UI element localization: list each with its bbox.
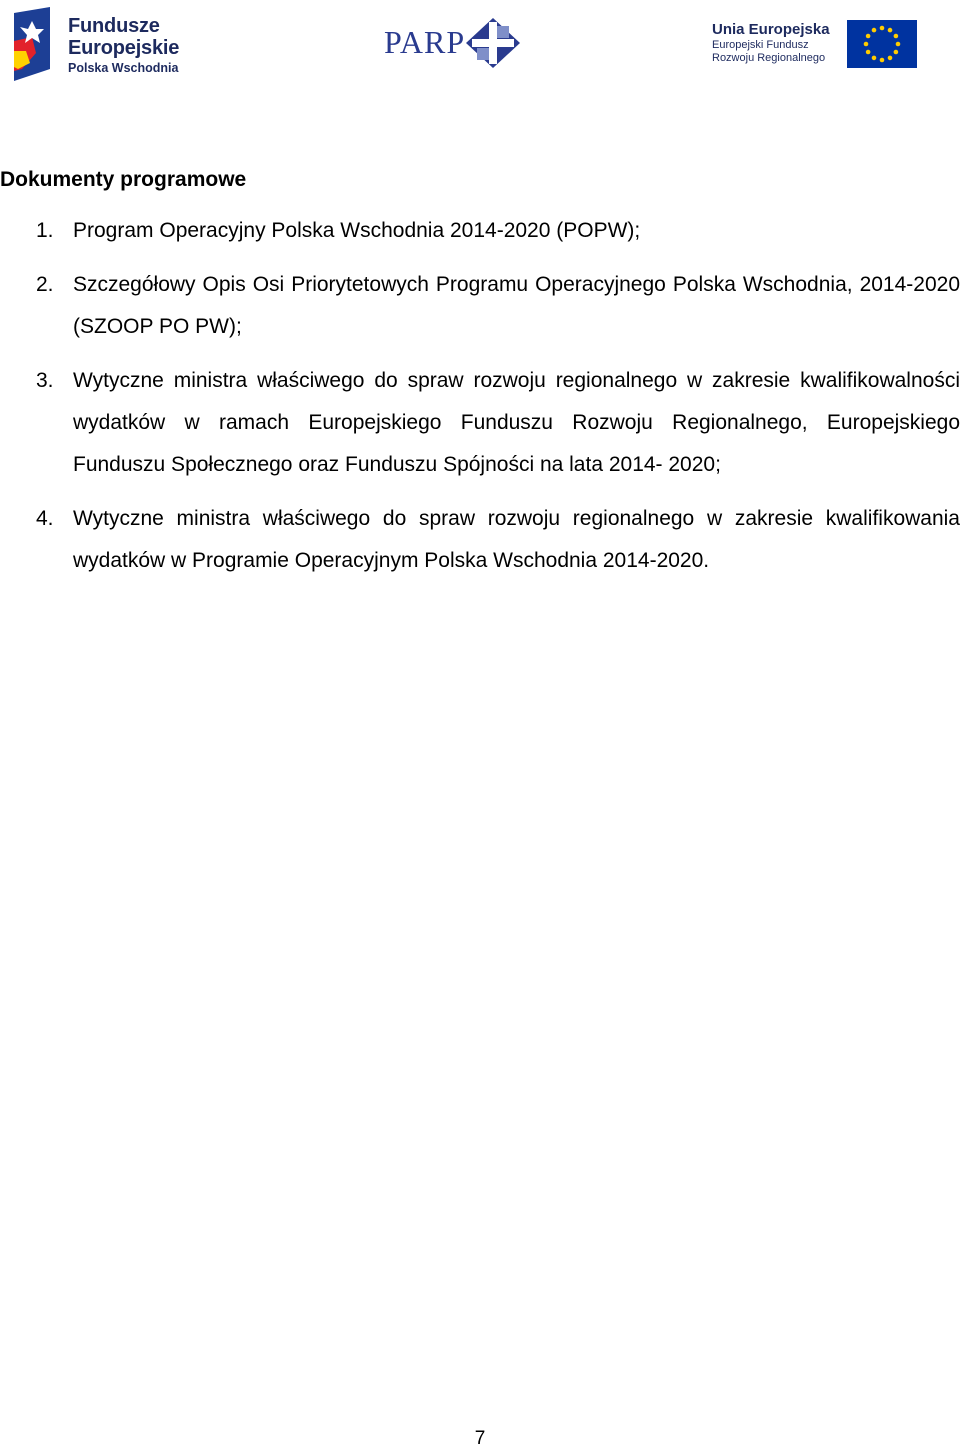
page-number: 7 bbox=[474, 1428, 486, 1449]
page-header bbox=[0, 0, 960, 90]
list-item-text: Szczegółowy Opis Osi Priorytetowych Programu Operacyjnego Polska Wschodnia, 2014-2020 (SZOOP PO PW); bbox=[73, 273, 960, 338]
fe-line2: Europejskie bbox=[68, 37, 180, 59]
parp-logo-text: PARP bbox=[384, 24, 466, 60]
program-documents-list bbox=[0, 210, 960, 582]
eu-flag-icon bbox=[847, 20, 917, 68]
list-item bbox=[0, 264, 960, 348]
list-item-number: 1. bbox=[36, 219, 54, 242]
fe-line3: Polska Wschodnia bbox=[68, 61, 179, 75]
list-item-number: 3. bbox=[36, 369, 54, 392]
ue-line2: Europejski Fundusz bbox=[712, 39, 809, 51]
ue-line3: Rozwoju Regionalnego bbox=[712, 52, 826, 64]
list-item-text: Wytyczne ministra właściwego do spraw rozwoju regionalnego w zakresie kwalifikowalności wydatków w ramach Europejskiego Funduszu Rozwoju Regionalnego, Europejskiego Funduszu Społecznego oraz Funduszu Spójności na lata 2014- 2020; bbox=[73, 369, 960, 476]
list-item-number: 2. bbox=[36, 273, 54, 296]
list-item-number: 4. bbox=[36, 507, 54, 530]
list-item bbox=[0, 498, 960, 582]
fe-line1: Fundusze bbox=[68, 15, 160, 37]
ue-line1: Unia Europejska bbox=[712, 21, 830, 38]
section-title: Dokumenty programowe bbox=[0, 168, 247, 191]
parp-arrows-icon bbox=[466, 18, 520, 68]
list-item-text: Program Operacyjny Polska Wschodnia 2014-2020 (POPW); bbox=[73, 219, 641, 242]
fundusze-europejskie-logo bbox=[14, 7, 194, 81]
unia-europejska-logo bbox=[712, 20, 922, 72]
list-item-text: Wytyczne ministra właściwego do spraw rozwoju regionalnego w zakresie kwalifikowania wydatków w Programie Operacyjnym Polska Wschodnia 2014-2020. bbox=[73, 507, 960, 572]
list-item bbox=[0, 360, 960, 486]
parp-logo bbox=[384, 22, 524, 68]
list-item bbox=[0, 210, 960, 252]
fe-flag-icon bbox=[14, 7, 62, 81]
document-body bbox=[0, 160, 960, 594]
